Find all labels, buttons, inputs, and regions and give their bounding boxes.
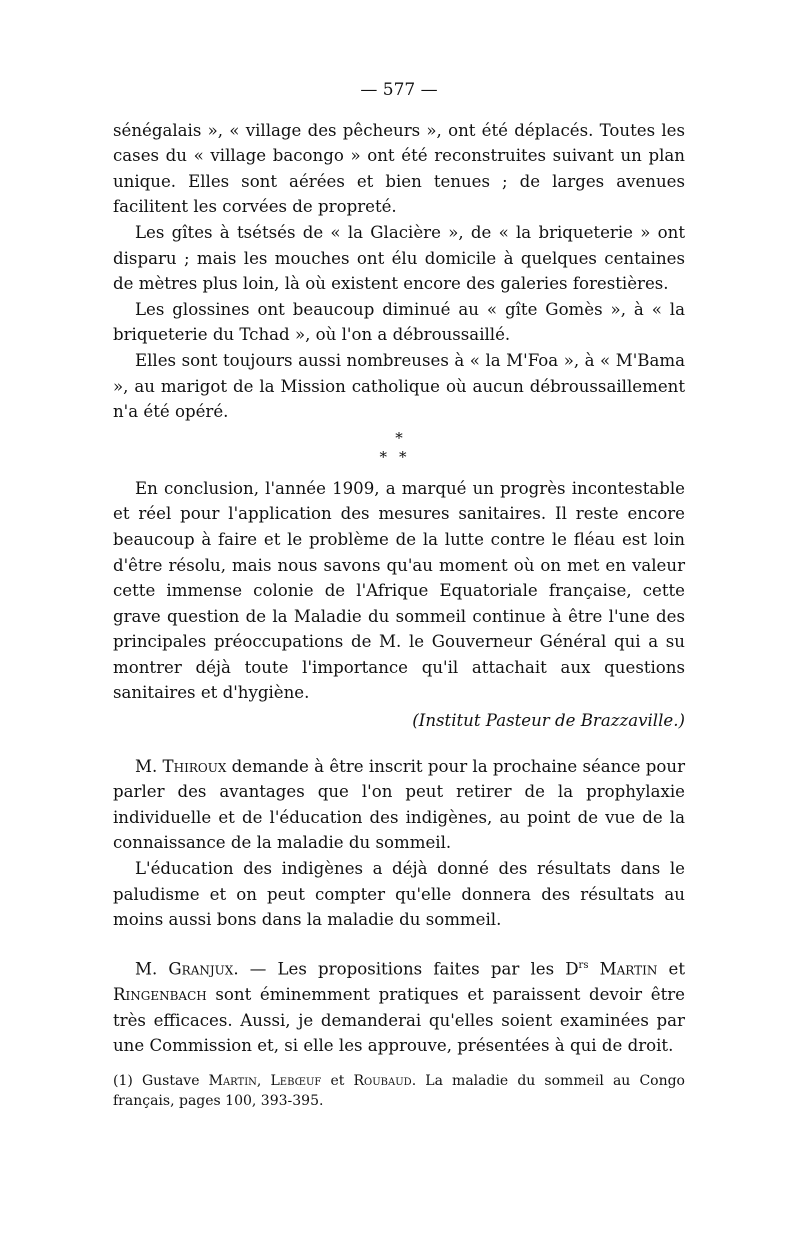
granjux-text-1: — Les propositions faites par les D — [238, 959, 579, 979]
name-martin: Martin — [588, 959, 658, 979]
paragraph-glossines-numerous: Elles sont toujours aussi nombreuses à « la M'Foa », à « M'Bama », au marigot de la Mission catholique où aucun débroussaillement n'a été opéré. — [113, 350, 685, 422]
footnote — [113, 1071, 685, 1111]
paragraph-tsetse-sites: Les gîtes à tsétsés de « la Glacière », de « la briqueterie » ont disparu ; mais les mouches ont élu domicile à quelques centaines de mètres plus loin, là où existent encore des galeries forestières. — [113, 222, 685, 294]
speaker-thiroux: M. Thiroux — [135, 756, 227, 776]
footnote-author-roubaud: Roubaud — [353, 1072, 412, 1089]
asterism-bottom: ** — [379, 447, 419, 466]
paragraph-glossines-diminished: Les glossines ont beaucoup diminué au « gîte Gomès », à « la briqueterie du Tchad », où l'on a débroussaillé. — [113, 299, 685, 345]
paragraph-education: L'éducation des indigènes a déjà donné des résultats dans le paludisme et on peut compter qu'elle donnera des résultats au moins aussi bons dans la maladie du sommeil. — [113, 859, 685, 930]
asterism-top: * — [395, 428, 403, 447]
footnote-text: . La maladie du sommeil au Congo français, pages 100, 393-395. — [113, 1072, 685, 1109]
granjux-text-3: sont éminemment pratiques et paraissent devoir être très efficaces. Aussi, je demanderai qu'elles soient examinées par une Commission et, si elle les approuve, présentées à qui de droit. — [113, 984, 685, 1056]
footnote-separator-1: , — [256, 1072, 271, 1089]
speaker-granjux: M. Granjux. — [135, 959, 239, 979]
page-number: — 577 — — [360, 80, 438, 100]
doctors-superscript: rs — [578, 959, 589, 971]
paragraph-continued: sénégalais », « village des pêcheurs », ont été déplacés. Toutes les cases du « village bacongo » ont été reconstruites suivant un plan unique. Elles sont aérées et bien tenues ; de larges avenues facilitent les corvées de propreté. — [113, 120, 685, 217]
thiroux-text: demande à être inscrit pour la prochaine séance pour parler des avantages que l'on peut retirer de la prophylaxie individuelle et de l'éducation des indigènes, au point de vue de la connaissance de la maladie du sommeil. — [113, 756, 686, 853]
book-page — [113, 78, 685, 1111]
paragraph-conclusion: En conclusion, l'année 1909, a marqué un progrès incontestable et réel pour l'application des mesures sanitaires. Il reste encore beaucoup à faire et le problème de la lutte contre le fléau est loin d'être résolu, mais nous savons qu'au moment où on met en valeur cette immense colonie de l'Afrique Equatoriale française, cette grave question de la Maladie du sommeil continue à être l'une des principales préoccupations de M. le Gouverneur Général qui a su montrer déjà toute l'importance qu'il attachait aux questions sanitaires et d'hygiène. — [113, 478, 685, 703]
asterism-divider — [113, 429, 685, 467]
signature: (Institut Pasteur de Brazzaville.) — [412, 711, 685, 731]
paragraph-granjux — [113, 953, 685, 1059]
name-ringenbach: Ringenbach — [113, 984, 207, 1004]
footnote-marker: (1) Gustave — [113, 1072, 209, 1089]
footnote-separator-2: et — [321, 1072, 354, 1089]
footnote-author-leboeuf: Lebœuf — [270, 1072, 322, 1089]
paragraph-thiroux — [113, 754, 685, 856]
footnote-author-martin: Martin — [208, 1072, 257, 1089]
granjux-text-2: et — [657, 959, 686, 979]
